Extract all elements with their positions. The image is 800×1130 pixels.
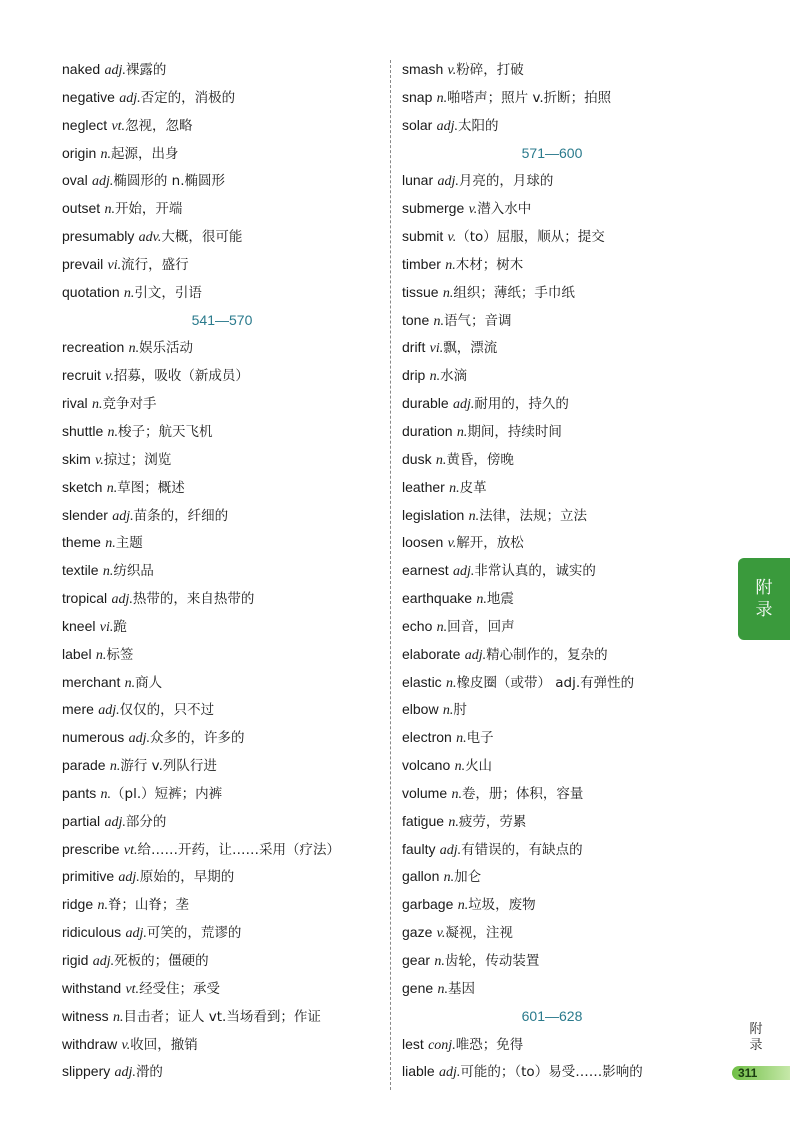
entry-part-of-speech: n. xyxy=(97,898,108,914)
entry-word: gaze xyxy=(402,924,433,941)
entry-word: withdraw xyxy=(62,1035,118,1052)
vocab-entry xyxy=(402,585,702,613)
entry-definition: 引文，引语 xyxy=(134,284,202,301)
entry-part-of-speech: adj. xyxy=(104,63,126,78)
entry-part-of-speech: n. xyxy=(436,619,448,635)
entry-definition: 原始的，早期的 xyxy=(139,869,235,886)
entry-part-of-speech: n. xyxy=(95,647,107,663)
vocab-entry xyxy=(402,919,702,947)
entry-word: neglect xyxy=(62,116,108,133)
entry-definition: 有错误的，有缺点的 xyxy=(461,841,583,858)
entry-part-of-speech: adj. xyxy=(437,174,459,190)
entry-part-of-speech: adj. xyxy=(128,731,150,747)
entry-definition: 组织；薄纸；手巾纸 xyxy=(453,284,575,301)
page-number: 311 xyxy=(732,1066,790,1080)
entry-part-of-speech: n. xyxy=(445,675,457,691)
entry-word: numerous xyxy=(62,729,125,746)
vocab-entry xyxy=(62,975,382,1003)
section-range-header: 601—628 xyxy=(521,1007,583,1024)
vocab-entry xyxy=(402,529,702,557)
entry-part-of-speech: adj. xyxy=(104,814,126,830)
entry-word: durable xyxy=(402,395,449,412)
entry-definition: 解开，放松 xyxy=(456,535,524,552)
vocab-entry xyxy=(402,808,702,836)
entry-word: rival xyxy=(62,395,88,412)
entry-word: oval xyxy=(62,172,88,189)
entry-definition: 热带的，来自热带的 xyxy=(132,591,255,608)
entry-word: presumably xyxy=(62,228,135,245)
entry-part-of-speech: conj. xyxy=(428,1037,456,1053)
entry-part-of-speech: v. xyxy=(447,63,457,78)
entry-word: pants xyxy=(62,784,97,801)
vocab-entry xyxy=(62,334,382,362)
entry-definition: 脊；山脊；垄 xyxy=(107,897,189,914)
entry-word: duration xyxy=(402,422,453,439)
vocab-entry xyxy=(402,223,702,251)
entry-part-of-speech: adj. xyxy=(118,870,140,886)
entry-word: earnest xyxy=(402,562,449,579)
vocab-entry xyxy=(402,724,702,752)
entry-definition: 法律，法规；立法 xyxy=(479,507,588,524)
entry-word: gear xyxy=(402,952,431,968)
vocab-entry xyxy=(402,390,702,418)
entry-definition: 可笑的，荒谬的 xyxy=(146,925,242,942)
entry-definition: 唯恐；免得 xyxy=(455,1036,524,1053)
vocab-entry xyxy=(62,557,382,585)
entry-definition: 忽视，忽略 xyxy=(125,117,193,134)
entry-definition: 精心制作的，复杂的 xyxy=(486,646,608,663)
entry-definition: 经受住；承受 xyxy=(139,980,221,997)
entry-word: volume xyxy=(402,784,448,801)
vocab-entry xyxy=(402,251,702,279)
vocab-entry xyxy=(62,140,382,168)
vocab-entry xyxy=(402,167,702,195)
vocab-entry xyxy=(62,836,382,864)
entry-part-of-speech: n. xyxy=(449,480,460,496)
entry-part-of-speech: n. xyxy=(112,1009,124,1025)
entry-part-of-speech: adj. xyxy=(439,842,462,858)
vocab-entry xyxy=(402,195,702,223)
entry-part-of-speech: n. xyxy=(106,480,118,496)
entry-part-of-speech: n. xyxy=(436,90,448,106)
entry-word: electron xyxy=(402,729,452,746)
entry-definition: 潜入水中 xyxy=(477,201,532,218)
vocab-entry xyxy=(62,752,382,780)
appendix-side-tab xyxy=(738,558,790,640)
entry-word: naked xyxy=(62,61,101,77)
entry-definition: 招募，吸收（新成员） xyxy=(113,368,249,385)
entry-definition: 水滴 xyxy=(440,368,468,385)
entry-word: drift xyxy=(402,339,426,356)
entry-definition: 众多的，许多的 xyxy=(149,730,245,747)
entry-definition: 目击者；证人 vt.当场看到；作证 xyxy=(123,1008,321,1025)
entry-word: tissue xyxy=(402,283,439,300)
entry-definition: 大概，很可能 xyxy=(161,229,243,246)
entry-part-of-speech: adj. xyxy=(91,174,114,190)
entry-definition: 凝视，注视 xyxy=(445,925,513,942)
vocab-entry xyxy=(62,418,382,446)
vocab-entry xyxy=(62,279,382,307)
vocab-entry xyxy=(62,56,382,84)
entry-part-of-speech: n. xyxy=(456,731,467,747)
entry-definition: 太阳的 xyxy=(458,117,499,134)
entry-part-of-speech: n. xyxy=(468,508,480,524)
vocab-entry xyxy=(62,724,382,752)
entry-word: witness xyxy=(62,1007,109,1024)
entry-part-of-speech: n. xyxy=(451,786,462,802)
vocab-entry xyxy=(62,891,382,919)
entry-definition: 粉碎，打破 xyxy=(456,62,524,78)
entry-definition: 肘 xyxy=(453,702,467,719)
entry-word: ridiculous xyxy=(62,924,122,941)
entry-part-of-speech: adj. xyxy=(92,954,115,969)
entry-word: smash xyxy=(402,61,444,77)
vocab-entry xyxy=(62,1058,382,1086)
entry-word: slender xyxy=(62,506,108,523)
footer-section-label xyxy=(740,1022,772,1054)
vocab-entry xyxy=(402,279,702,307)
vocab-entry xyxy=(402,446,702,474)
vocab-entry xyxy=(62,919,382,947)
entry-part-of-speech: vi. xyxy=(107,257,122,273)
vocab-entry xyxy=(62,669,382,697)
entry-definition: 开始，开端 xyxy=(114,201,183,218)
entry-definition: 竞争对手 xyxy=(102,396,157,413)
vocab-entry xyxy=(402,752,702,780)
vocab-entry xyxy=(402,56,702,84)
entry-definition: 电子 xyxy=(466,730,494,747)
entry-definition: 齿轮，传动装置 xyxy=(444,953,540,969)
entry-part-of-speech: n. xyxy=(124,675,136,691)
entry-part-of-speech: v. xyxy=(105,369,114,385)
vocab-entry xyxy=(62,585,382,613)
entry-word: lunar xyxy=(402,172,434,189)
entry-part-of-speech: vi. xyxy=(429,341,444,357)
vocab-entry xyxy=(402,696,702,724)
vocab-entry xyxy=(62,863,382,891)
entry-word: leather xyxy=(402,478,445,495)
vocab-entry xyxy=(402,669,702,697)
entry-part-of-speech: adj. xyxy=(453,397,475,413)
vocab-entry xyxy=(62,947,382,975)
entry-word: origin xyxy=(62,144,97,161)
entry-word: quotation xyxy=(62,283,120,300)
vocab-entry xyxy=(62,808,382,836)
entry-word: gene xyxy=(402,979,434,996)
entry-word: elaborate xyxy=(402,645,461,662)
entry-definition: 地震 xyxy=(486,591,514,608)
entry-definition: 飘，漂流 xyxy=(443,340,498,357)
vocab-entry xyxy=(62,1003,382,1031)
entry-part-of-speech: v. xyxy=(447,536,457,552)
entry-word: solar xyxy=(402,116,433,133)
entry-word: ridge xyxy=(62,896,94,913)
entry-word: recruit xyxy=(62,367,101,384)
entry-word: drip xyxy=(402,367,426,384)
entry-definition: 草图；概述 xyxy=(117,479,185,496)
entry-part-of-speech: adj. xyxy=(111,592,133,608)
entry-part-of-speech: n. xyxy=(104,202,115,218)
entry-word: merchant xyxy=(62,673,121,690)
entry-word: snap xyxy=(402,88,433,105)
entry-definition: 火山 xyxy=(465,758,493,775)
entry-definition: 滑的 xyxy=(135,1064,163,1081)
entry-definition: 流行，盛行 xyxy=(121,256,189,273)
vocab-entry xyxy=(62,362,382,390)
side-tab-char-2: 录 xyxy=(755,600,773,620)
vocab-entry xyxy=(402,613,702,641)
vocab-entry xyxy=(62,696,382,724)
vocab-entry xyxy=(402,891,702,919)
vocab-entry xyxy=(62,474,382,502)
entry-part-of-speech: v. xyxy=(436,926,446,942)
entry-word: elbow xyxy=(402,701,439,718)
entry-word: liable xyxy=(402,1063,435,1080)
right-column xyxy=(402,56,702,1086)
entry-word: label xyxy=(62,645,92,662)
entry-definition: 疲劳，劳累 xyxy=(458,813,527,830)
entry-definition: 纺织品 xyxy=(113,563,154,580)
entry-definition: 耐用的，持久的 xyxy=(474,396,569,413)
entry-word: textile xyxy=(62,562,99,579)
vocab-entry xyxy=(402,418,702,446)
section-range-header: 541—570 xyxy=(191,311,253,328)
entry-definition: 木材；树木 xyxy=(455,256,524,273)
vocab-entry xyxy=(402,1031,702,1059)
entry-definition: 掠过；浏览 xyxy=(103,451,172,468)
footer-label-char-2: 录 xyxy=(749,1038,763,1053)
entry-definition: 加仑 xyxy=(454,869,482,886)
entry-part-of-speech: n. xyxy=(457,898,469,914)
vocab-entry xyxy=(402,863,702,891)
entry-word: prescribe xyxy=(62,840,120,857)
entry-part-of-speech: adj. xyxy=(112,508,134,524)
entry-part-of-speech: adj. xyxy=(436,118,459,134)
section-range-header: 571—600 xyxy=(521,144,583,161)
vocab-entry xyxy=(62,502,382,530)
entry-definition: 非常认真的，诚实的 xyxy=(474,563,596,580)
entry-word: kneel xyxy=(62,617,96,634)
entry-definition: 裸露的 xyxy=(125,62,167,78)
entry-part-of-speech: vi. xyxy=(99,619,114,635)
entry-definition: 收回，撤销 xyxy=(130,1036,198,1053)
entry-word: negative xyxy=(62,88,115,105)
footer-label-char-1: 附 xyxy=(749,1022,763,1037)
entry-word: earthquake xyxy=(402,590,473,607)
entry-part-of-speech: n. xyxy=(437,981,448,997)
entry-definition: 商人 xyxy=(135,674,163,691)
vocab-entry xyxy=(62,195,382,223)
entry-definition: 啪嗒声；照片 v.折断；拍照 xyxy=(447,89,612,106)
vocab-entry xyxy=(402,836,702,864)
entry-part-of-speech: n. xyxy=(442,703,454,719)
entry-definition: 椭圆形的 n.椭圆形 xyxy=(113,173,226,190)
entry-part-of-speech: v. xyxy=(447,230,457,246)
entry-definition: 死板的；僵硬的 xyxy=(114,953,209,969)
vocab-entry xyxy=(402,502,702,530)
entry-definition: （pl.）短裤；内裤 xyxy=(111,785,223,802)
entry-word: dusk xyxy=(402,450,432,467)
entry-part-of-speech: adj. xyxy=(125,926,147,942)
entry-word: submerge xyxy=(402,200,465,217)
entry-part-of-speech: adv. xyxy=(138,230,162,246)
entry-part-of-speech: n. xyxy=(123,285,135,301)
entry-part-of-speech: adj. xyxy=(98,703,120,719)
entry-word: shuttle xyxy=(62,422,104,439)
entry-word: echo xyxy=(402,617,433,634)
entry-part-of-speech: adj. xyxy=(453,564,475,580)
vocab-entry xyxy=(62,390,382,418)
vocab-entry xyxy=(62,641,382,669)
vocab-entry xyxy=(62,251,382,279)
entry-definition: 娱乐活动 xyxy=(139,340,194,357)
entry-definition: 梭子；航天飞机 xyxy=(118,423,213,440)
vocab-entry xyxy=(402,557,702,585)
vocab-entry xyxy=(402,84,702,112)
vocab-entry xyxy=(62,223,382,251)
entry-part-of-speech: vt. xyxy=(123,842,138,858)
entry-definition: 跪 xyxy=(113,618,127,635)
entry-part-of-speech: n. xyxy=(91,397,103,413)
entry-part-of-speech: vt. xyxy=(125,981,140,997)
entry-part-of-speech: n. xyxy=(102,564,114,580)
entry-part-of-speech: vt. xyxy=(111,118,126,134)
entry-part-of-speech: n. xyxy=(109,759,121,775)
side-tab-char-1: 附 xyxy=(755,578,773,598)
entry-part-of-speech: n. xyxy=(454,759,466,775)
entry-definition: （to）屈服，顺从；提交 xyxy=(456,229,605,246)
entry-word: sketch xyxy=(62,478,103,495)
entry-word: theme xyxy=(62,534,101,551)
entry-definition: 期间，持续时间 xyxy=(467,423,562,440)
entry-definition: 否定的，消极的 xyxy=(140,89,236,106)
entry-word: primitive xyxy=(62,868,115,885)
vocab-entry xyxy=(62,613,382,641)
entry-part-of-speech: v. xyxy=(95,452,104,468)
entry-definition: 语气；音调 xyxy=(444,312,512,329)
entry-part-of-speech: n. xyxy=(448,814,459,830)
vocab-entry xyxy=(402,975,702,1003)
vocab-entry xyxy=(402,947,702,975)
vocab-entry xyxy=(402,1058,702,1086)
entry-definition: 黄昏，傍晚 xyxy=(446,451,514,468)
entry-word: fatigue xyxy=(402,812,445,829)
vocab-entry xyxy=(402,362,702,390)
entry-part-of-speech: n. xyxy=(435,452,447,468)
vocab-entry xyxy=(402,112,702,140)
entry-word: tone xyxy=(402,311,430,328)
entry-word: loosen xyxy=(402,534,444,551)
vocab-entry xyxy=(62,84,382,112)
entry-word: tropical xyxy=(62,590,108,607)
vocab-entry xyxy=(402,474,702,502)
vocab-entry xyxy=(402,334,702,362)
entry-word: skim xyxy=(62,450,91,467)
entry-part-of-speech: adj. xyxy=(114,1065,136,1081)
left-column xyxy=(62,56,382,1086)
entry-word: elastic xyxy=(402,673,442,690)
entry-word: timber xyxy=(402,255,441,272)
entry-part-of-speech: n. xyxy=(100,786,112,802)
entry-definition: 部分的 xyxy=(125,813,167,830)
vocab-entry xyxy=(62,167,382,195)
entry-part-of-speech: n. xyxy=(442,285,454,301)
entry-definition: 仅仅的，只不过 xyxy=(119,702,215,719)
vocab-entry xyxy=(62,1031,382,1059)
entry-definition: 皮革 xyxy=(459,479,487,496)
entry-part-of-speech: v. xyxy=(468,202,478,218)
entry-word: gallon xyxy=(402,868,440,885)
entry-definition: 橡皮圈（或带） adj.有弹性的 xyxy=(456,674,635,691)
entry-definition: 卷，册；体积，容量 xyxy=(461,785,584,802)
entry-definition: 游行 v.列队行进 xyxy=(120,758,217,775)
entry-word: parade xyxy=(62,757,106,774)
entry-word: slippery xyxy=(62,1063,111,1080)
entry-part-of-speech: n. xyxy=(100,146,112,162)
entry-word: garbage xyxy=(402,896,454,913)
entry-part-of-speech: n. xyxy=(476,592,487,608)
entry-word: outset xyxy=(62,200,101,217)
vocab-entry xyxy=(402,641,702,669)
entry-word: withstand xyxy=(62,979,122,996)
entry-definition: 起源，出身 xyxy=(111,145,179,162)
vocab-entry xyxy=(62,446,382,474)
entry-definition: 给……开药，让……采用（疗法） xyxy=(137,841,340,858)
entry-part-of-speech: n. xyxy=(105,536,116,552)
vocab-entry xyxy=(62,112,382,140)
entry-definition: 主题 xyxy=(115,535,143,552)
entry-definition: 基因 xyxy=(447,980,475,997)
entry-part-of-speech: n. xyxy=(443,870,455,886)
entry-part-of-speech: n. xyxy=(434,954,445,969)
entry-definition: 可能的；（to）易受……影响的 xyxy=(460,1064,643,1081)
entry-word: partial xyxy=(62,812,101,829)
entry-word: volcano xyxy=(402,757,451,774)
entry-part-of-speech: adj. xyxy=(464,647,487,663)
entry-word: submit xyxy=(402,228,444,245)
vocab-entry xyxy=(402,307,702,335)
entry-part-of-speech: n. xyxy=(128,341,140,357)
entry-word: legislation xyxy=(402,506,465,523)
entry-part-of-speech: n. xyxy=(433,313,445,329)
entry-word: rigid xyxy=(62,952,89,968)
vocab-entry xyxy=(62,780,382,808)
entry-word: prevail xyxy=(62,255,104,272)
entry-word: recreation xyxy=(62,339,125,356)
entry-definition: 苗条的，纤细的 xyxy=(133,507,229,524)
vocab-entry xyxy=(402,780,702,808)
entry-definition: 标签 xyxy=(106,646,134,663)
entry-definition: 月亮的，月球的 xyxy=(458,173,554,190)
entry-part-of-speech: n. xyxy=(445,257,456,273)
entry-definition: 回音，回声 xyxy=(447,618,515,635)
entry-word: faulty xyxy=(402,840,436,857)
entry-part-of-speech: adj. xyxy=(119,90,141,106)
entry-part-of-speech: n. xyxy=(456,424,468,440)
entry-word: mere xyxy=(62,701,94,718)
entry-part-of-speech: n. xyxy=(107,424,119,440)
entry-part-of-speech: n. xyxy=(429,369,441,385)
entry-part-of-speech: adj. xyxy=(439,1065,461,1081)
vocab-entry xyxy=(62,529,382,557)
column-divider xyxy=(390,60,391,1090)
entry-word: lest xyxy=(402,1035,424,1052)
entry-definition: 垃圾，废物 xyxy=(468,897,536,914)
entry-part-of-speech: v. xyxy=(121,1037,131,1053)
